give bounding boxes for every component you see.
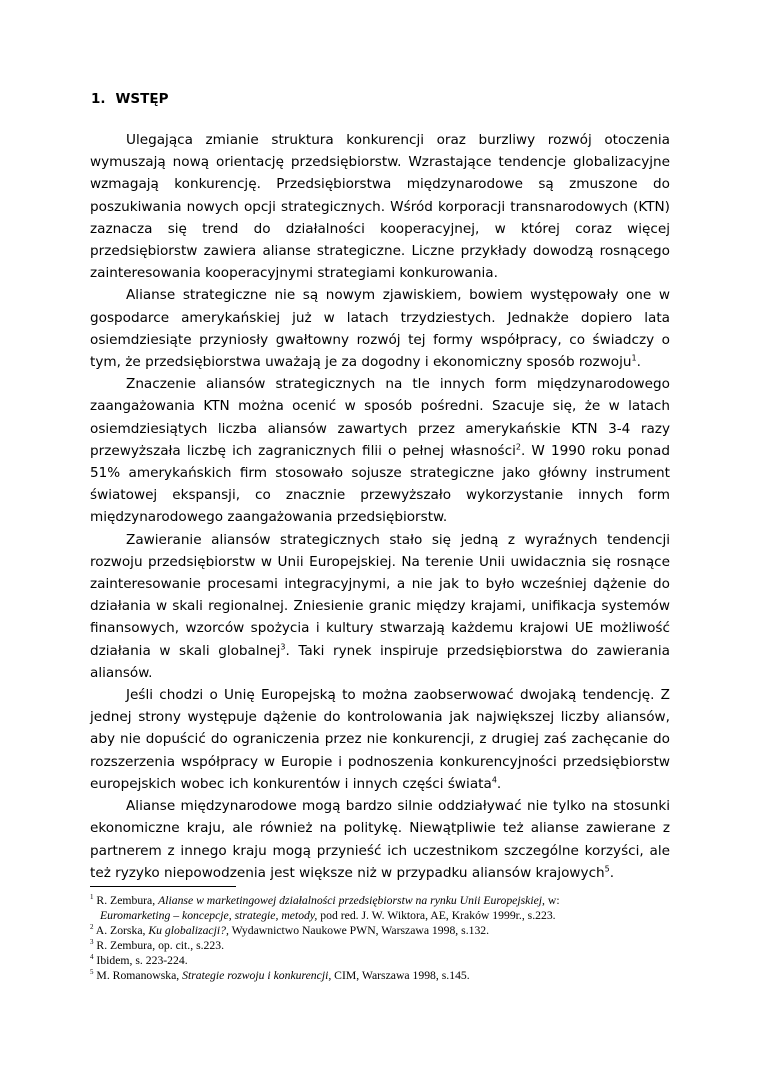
section-number: 1. bbox=[91, 91, 106, 107]
paragraph: Alianse międzynarodowe mogą bardzo silnie oddziaływać nie tylko na stosunki ekonomiczne kraju, ale również na politykę. Niewątpliwie też alianse zawierane z partnerem z innego kraju mogą przynieść ich uczestnikom szczególne korzyści, ale też ryzyko niepowodzenia jest większe niż w przypadku aliansów krajowych$^5$. bbox=[90, 798, 670, 881]
footnote-reference: 2 bbox=[515, 442, 521, 452]
paragraph: Zawieranie aliansów strategicznych stało się jedną z wyraźnych tendencji rozwoju przedsiębiorstw w Unii Europejskiej. Na terenie Unii uwidacznia się rosnące zainteresowanie procesami integracyjnymi, a nie jak to było wcześniej dążenie do działania w skali regionalnej. Zniesienie granic między krajami, unifikacja systemów finansowych, wzorców spożycia i kultury stwarzają każdemu krajowi UE możliwość działania w skali globalnej$^3$. Taki rynek inspiruje przedsiębiorstwa do zawierania aliansów. bbox=[90, 531, 670, 681]
body-text bbox=[90, 129, 670, 884]
footnote-reference: 3 bbox=[280, 642, 286, 652]
paragraph: Jeśli chodzi o Unię Europejską to można zaobserwować dwojaką tendencję. Z jednej strony występuje dążenie do kontrolowania jak największej liczby aliansów, aby nie dopuścić do ograniczenia przez nie konkurencji, z drugiej zaś zachęcanie do rozszerzenia współpracy w Europie i podnoszenia konkurencyjności przedsiębiorstw europejskich wobec ich konkurentów i innych części świata$^4$. bbox=[90, 687, 670, 792]
paragraph: Znaczenie aliansów strategicznych na tle innych form międzynarodowego zaangażowania KTN można ocenić w sposób pośredni. Szacuje się, że w latach osiemdziesiątych liczba aliansów zawartych przez amerykańskie KTN 3-4 razy przewyższała liczbę ich zagranicznych filii o pełnej własności$^2$. W 1990 roku ponad 51% amerykańskich firm stosowało sojusze strategiczne jako główny instrument światowej ekspansji, co znacznie przewyższało wykorzystanie innych form międzynarodowego zaangażowania przedsiębiorstw. bbox=[90, 376, 670, 526]
footnotes bbox=[90, 893, 680, 983]
section-title: WSTĘP bbox=[115, 91, 169, 107]
paragraph: Alianse strategiczne nie są nowym zjawiskiem, bowiem występowały one w gospodarce amerykańskiej już w latach trzydziestych. Jednakże dopiero lata osiemdziesiąte przyniosły gwałtowny rozwój tej formy współpracy, co świadczy o tym, że przedsiębiorstwa uważają je za dogodny i ekonomiczny sposób rozwoju$^1$. bbox=[90, 287, 670, 371]
footnote-reference: 4 bbox=[491, 775, 497, 785]
footnote-reference: 1 bbox=[631, 353, 637, 363]
footnote: $^1$ R. Zembura, Alianse w marketingowej działalności przedsiębiorstw na rynku Unii Europejskiej, w: Euromarketing – koncepcje, strategie, metody, pod red. J. W. Wiktora, AE, Kraków 1999r., s.223. bbox=[90, 893, 560, 922]
paragraph: Ulegająca zmianie struktura konkurencji oraz burzliwy rozwój otoczenia wymuszają nową orientację przedsiębiorstw. Wzrastające tendencje globalizacyjne wzmagają konkurencję. Przedsiębiorstwa międzynarodowe są zmuszone do poszukiwania nowych opcji strategicznych. Wśród korporacji transnarodowych (KTN) zaznacza się trend do działalności kooperacyjnej, w której coraz więcej przedsiębiorstw zawiera alianse strategiczne. Liczne przykłady dowodzą rosnącego zainteresowania kooperacyjnymi strategiami konkurowania. bbox=[90, 132, 670, 282]
footnote: $^2$ A. Zorska, Ku globalizacji?, Wydawnictwo Naukowe PWN, Warszawa 1998, s.132. bbox=[90, 923, 490, 937]
footnote-reference: 5 bbox=[604, 864, 610, 874]
footnote: $^3$ R. Zembura, op. cit., s.223. bbox=[90, 938, 224, 952]
footnote: $^5$ M. Romanowska, Strategie rozwoju i konkurencji, CIM, Warszawa 1998, s.145. bbox=[90, 968, 470, 982]
footnote: $^4$ Ibidem, s. 223-224. bbox=[90, 953, 188, 967]
footnote-separator bbox=[90, 886, 236, 887]
section-heading bbox=[91, 91, 168, 107]
